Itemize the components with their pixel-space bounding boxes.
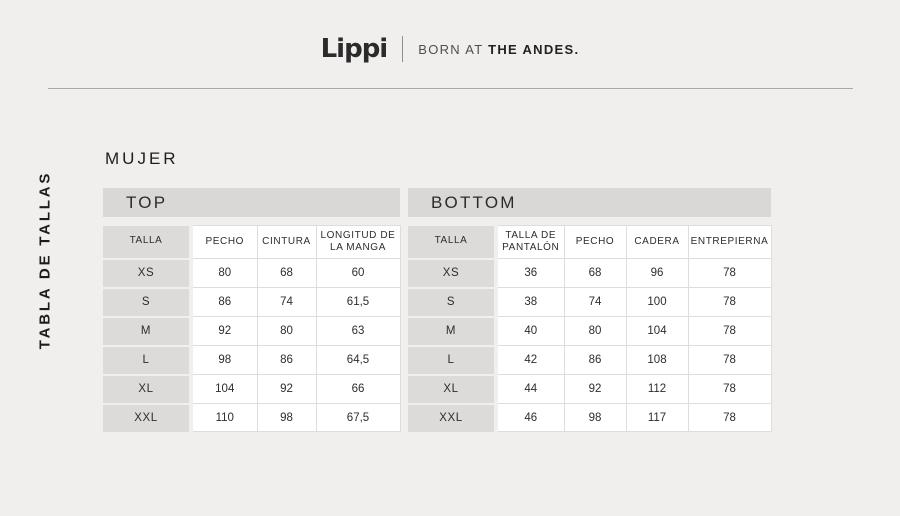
table-row — [408, 346, 771, 375]
size-label-cell: XS — [408, 259, 496, 288]
measure-value-cell: 40 — [496, 317, 564, 346]
header-row — [103, 226, 400, 259]
measure-value-cell: 80 — [191, 259, 257, 288]
measure-value-cell: 42 — [496, 346, 564, 375]
measure-value-cell: 92 — [564, 375, 626, 404]
measure-value-cell: 78 — [688, 346, 771, 375]
measure-value-cell: 110 — [191, 404, 257, 432]
tagline-regular: BORN AT — [418, 41, 484, 57]
measure-value-cell: 104 — [191, 375, 257, 404]
table-row — [408, 404, 771, 432]
measure-value-cell: 44 — [496, 375, 564, 404]
table-row — [408, 375, 771, 404]
table-row — [103, 259, 400, 288]
measure-value-cell: 108 — [626, 346, 688, 375]
measure-value-cell: 92 — [191, 317, 257, 346]
size-chart-content — [103, 150, 771, 432]
tables-row — [103, 188, 771, 432]
measure-column-header: CADERA — [626, 226, 688, 259]
size-label-cell: S — [408, 288, 496, 317]
measure-value-cell: 78 — [688, 317, 771, 346]
measure-value-cell: 68 — [257, 259, 316, 288]
bottom-size-table — [408, 225, 772, 432]
bottom-title: BOTTOM — [431, 192, 517, 212]
logo-separator — [402, 36, 403, 62]
size-label-cell: XL — [103, 375, 191, 404]
top-title-bar — [103, 188, 400, 217]
measure-value-cell: 63 — [316, 317, 400, 346]
measure-value-cell: 98 — [257, 404, 316, 432]
size-label-cell: L — [408, 346, 496, 375]
table-row — [408, 259, 771, 288]
size-column-header: TALLA — [408, 226, 496, 259]
brand-logo: Lippi — [320, 34, 388, 64]
top-size-table — [103, 225, 401, 432]
bottom-size-section — [408, 188, 771, 432]
brand-header — [0, 36, 900, 62]
measure-value-cell: 78 — [688, 288, 771, 317]
measure-value-cell: 86 — [191, 288, 257, 317]
size-label-cell: M — [408, 317, 496, 346]
size-label-cell: XS — [103, 259, 191, 288]
measure-column-header: PECHO — [564, 226, 626, 259]
measure-value-cell: 78 — [688, 404, 771, 432]
measure-value-cell: 117 — [626, 404, 688, 432]
measure-column-header: PECHO — [191, 226, 257, 259]
size-label-cell: XXL — [103, 404, 191, 432]
measure-column-header: CINTURA — [257, 226, 316, 259]
measure-value-cell: 80 — [257, 317, 316, 346]
table-row — [103, 317, 400, 346]
measure-value-cell: 92 — [257, 375, 316, 404]
top-title: TOP — [126, 192, 168, 212]
size-label-cell: XXL — [408, 404, 496, 432]
measure-value-cell: 60 — [316, 259, 400, 288]
size-label-cell: XL — [408, 375, 496, 404]
vertical-page-label: TABLA DE TALLAS — [36, 170, 54, 350]
size-column-header: TALLA — [103, 226, 191, 259]
measure-value-cell: 98 — [564, 404, 626, 432]
bottom-title-bar — [408, 188, 771, 217]
measure-value-cell: 66 — [316, 375, 400, 404]
table-row — [103, 346, 400, 375]
measure-column-header: TALLA DE PANTALÓN — [496, 226, 564, 259]
measure-value-cell: 61,5 — [316, 288, 400, 317]
measure-column-header: ENTREPIERNA — [688, 226, 771, 259]
table-row — [103, 288, 400, 317]
measure-value-cell: 38 — [496, 288, 564, 317]
measure-value-cell: 46 — [496, 404, 564, 432]
measure-value-cell: 112 — [626, 375, 688, 404]
top-size-section — [103, 188, 400, 432]
measure-value-cell: 67,5 — [316, 404, 400, 432]
measure-value-cell: 104 — [626, 317, 688, 346]
measure-value-cell: 86 — [257, 346, 316, 375]
measure-value-cell: 64,5 — [316, 346, 400, 375]
size-label-cell: M — [103, 317, 191, 346]
measure-value-cell: 86 — [564, 346, 626, 375]
measure-value-cell: 98 — [191, 346, 257, 375]
measure-value-cell: 74 — [564, 288, 626, 317]
table-row — [103, 404, 400, 432]
size-label-cell: L — [103, 346, 191, 375]
measure-value-cell: 36 — [496, 259, 564, 288]
measure-value-cell: 78 — [688, 259, 771, 288]
table-row — [103, 375, 400, 404]
measure-value-cell: 96 — [626, 259, 688, 288]
measure-value-cell: 78 — [688, 375, 771, 404]
header-divider — [48, 88, 853, 89]
tagline-bold: THE ANDES. — [488, 41, 580, 57]
header-row — [408, 226, 771, 259]
measure-value-cell: 80 — [564, 317, 626, 346]
size-label-cell: S — [103, 288, 191, 317]
measure-value-cell: 74 — [257, 288, 316, 317]
measure-value-cell: 100 — [626, 288, 688, 317]
gender-section-title: MUJER — [105, 149, 179, 168]
measure-value-cell: 68 — [564, 259, 626, 288]
table-row — [408, 288, 771, 317]
brand-tagline — [418, 42, 579, 57]
table-row — [408, 317, 771, 346]
measure-column-header: LONGITUD DE LA MANGA — [316, 226, 400, 259]
